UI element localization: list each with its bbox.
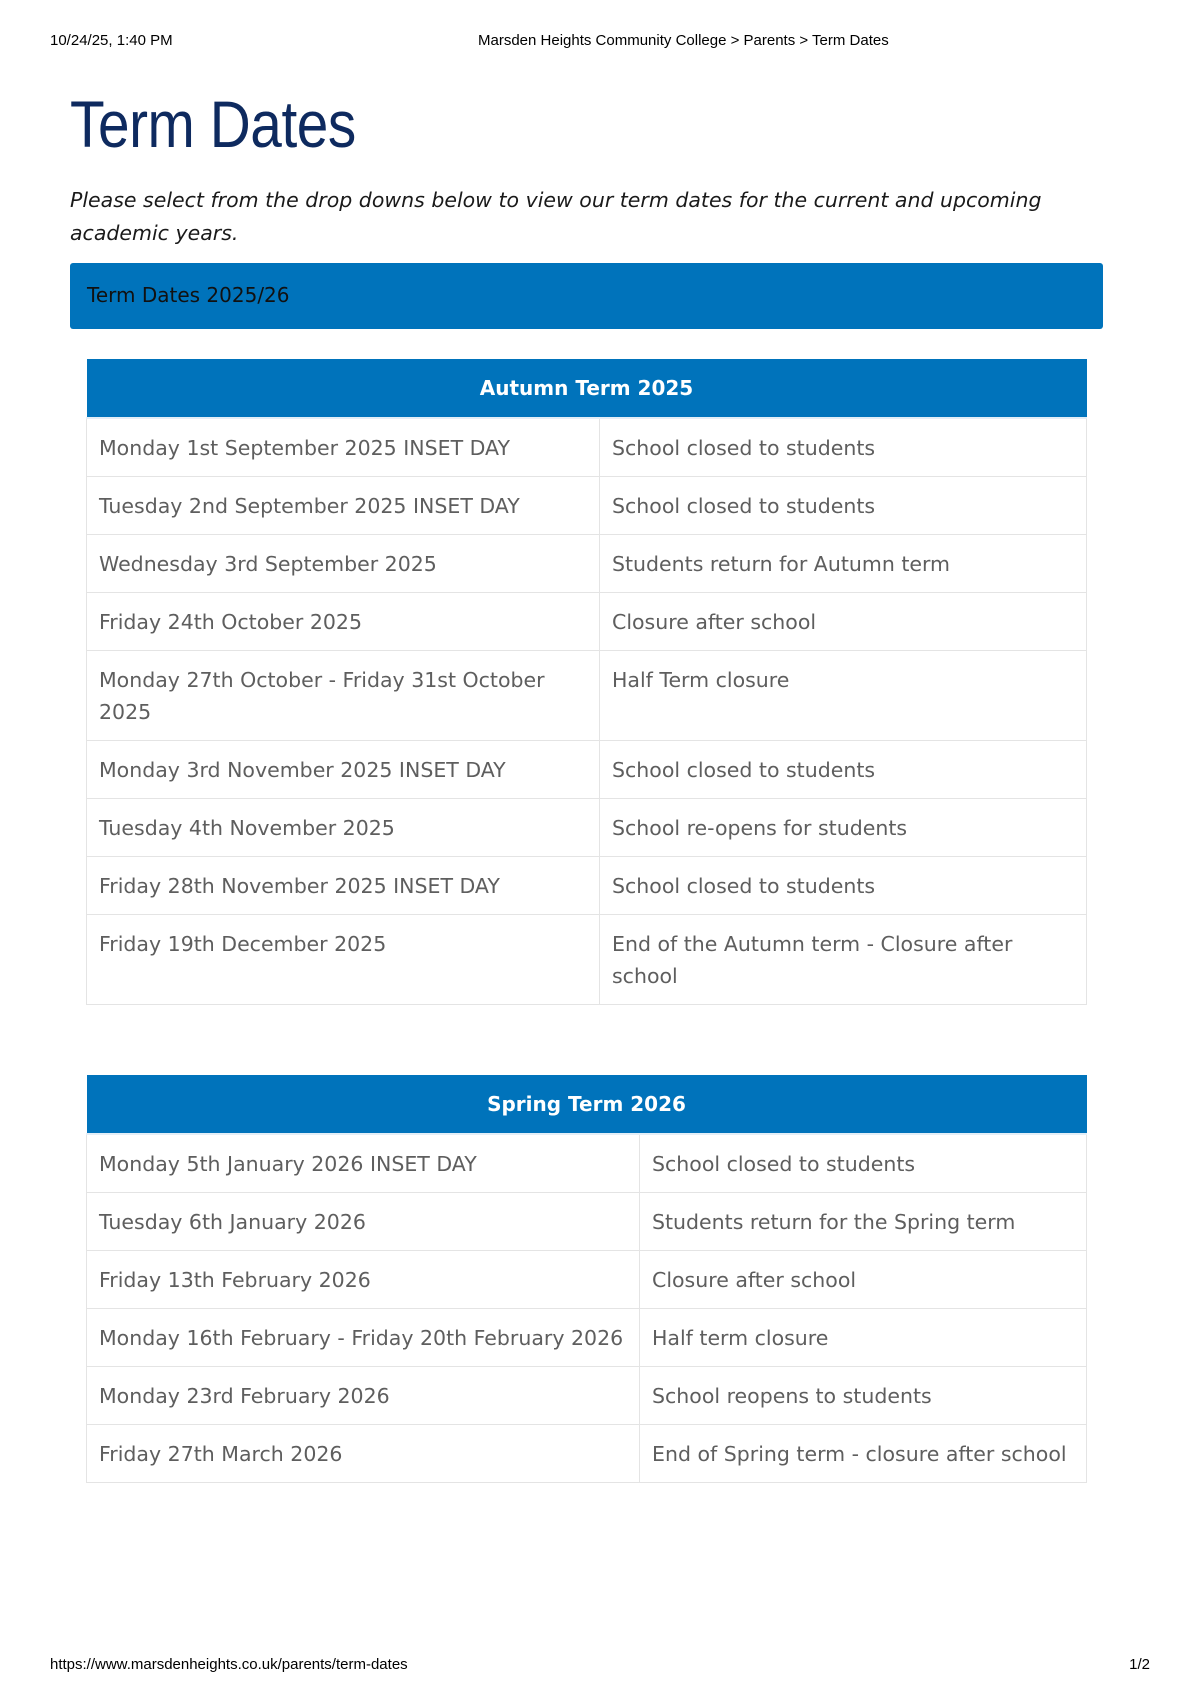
date-cell: Monday 5th January 2026 INSET DAY xyxy=(87,1134,640,1193)
event-cell: School closed to students xyxy=(600,741,1087,799)
event-cell: Half Term closure xyxy=(600,651,1087,741)
date-cell: Monday 1st September 2025 INSET DAY xyxy=(87,418,600,477)
autumn-term-heading: Autumn Term 2025 xyxy=(87,359,1087,418)
event-cell: School closed to students xyxy=(600,477,1087,535)
print-url: https://www.marsdenheights.co.uk/parents/term-dates xyxy=(50,1656,408,1673)
table-row xyxy=(87,1367,1087,1425)
intro-text: Please select from the drop downs below to view our term dates for the current and upcoming academic years. xyxy=(70,188,1042,245)
table-row xyxy=(87,593,1087,651)
date-cell: Monday 3rd November 2025 INSET DAY xyxy=(87,741,600,799)
spring-term-heading: Spring Term 2026 xyxy=(87,1075,1087,1134)
table-row xyxy=(87,477,1087,535)
print-header xyxy=(50,32,1150,52)
event-cell: Closure after school xyxy=(640,1251,1087,1309)
event-cell: School closed to students xyxy=(600,418,1087,477)
event-cell: End of Spring term - closure after school xyxy=(640,1425,1087,1483)
print-page-number: 1/2 xyxy=(1129,1656,1150,1673)
event-cell: End of the Autumn term - Closure after school xyxy=(600,915,1087,1005)
event-cell: Half term closure xyxy=(640,1309,1087,1367)
date-cell: Tuesday 4th November 2025 xyxy=(87,799,600,857)
date-cell: Friday 13th February 2026 xyxy=(87,1251,640,1309)
event-cell: School closed to students xyxy=(600,857,1087,915)
table-row xyxy=(87,741,1087,799)
date-cell: Tuesday 6th January 2026 xyxy=(87,1193,640,1251)
table-row xyxy=(87,857,1087,915)
date-cell: Monday 27th October - Friday 31st October 2025 xyxy=(87,651,600,741)
spring-term-table xyxy=(86,1075,1087,1483)
date-cell: Monday 23rd February 2026 xyxy=(87,1367,640,1425)
print-datetime: 10/24/25, 1:40 PM xyxy=(50,32,173,49)
event-cell: School re-opens for students xyxy=(600,799,1087,857)
date-cell: Friday 19th December 2025 xyxy=(87,915,600,1005)
date-cell: Friday 24th October 2025 xyxy=(87,593,600,651)
term-dates-accordion-toggle[interactable] xyxy=(70,263,1103,329)
print-footer xyxy=(50,1656,1150,1676)
page-title: Term Dates xyxy=(70,87,356,161)
date-cell: Tuesday 2nd September 2025 INSET DAY xyxy=(87,477,600,535)
autumn-term-table xyxy=(86,359,1087,1005)
table-row xyxy=(87,418,1087,477)
table-row xyxy=(87,535,1087,593)
table-row xyxy=(87,1251,1087,1309)
event-cell: School reopens to students xyxy=(640,1367,1087,1425)
event-cell: Closure after school xyxy=(600,593,1087,651)
event-cell: Students return for the Spring term xyxy=(640,1193,1087,1251)
table-row xyxy=(87,915,1087,1005)
print-breadcrumb: Marsden Heights Community College > Parents > Term Dates xyxy=(478,32,889,49)
table-row xyxy=(87,1309,1087,1367)
event-cell: Students return for Autumn term xyxy=(600,535,1087,593)
event-cell: School closed to students xyxy=(640,1134,1087,1193)
date-cell: Monday 16th February - Friday 20th February 2026 xyxy=(87,1309,640,1367)
table-row xyxy=(87,651,1087,741)
date-cell: Friday 28th November 2025 INSET DAY xyxy=(87,857,600,915)
table-row xyxy=(87,1134,1087,1193)
table-row xyxy=(87,1425,1087,1483)
table-row xyxy=(87,799,1087,857)
accordion-label: Term Dates 2025/26 xyxy=(87,283,290,307)
date-cell: Friday 27th March 2026 xyxy=(87,1425,640,1483)
table-row xyxy=(87,1193,1087,1251)
date-cell: Wednesday 3rd September 2025 xyxy=(87,535,600,593)
